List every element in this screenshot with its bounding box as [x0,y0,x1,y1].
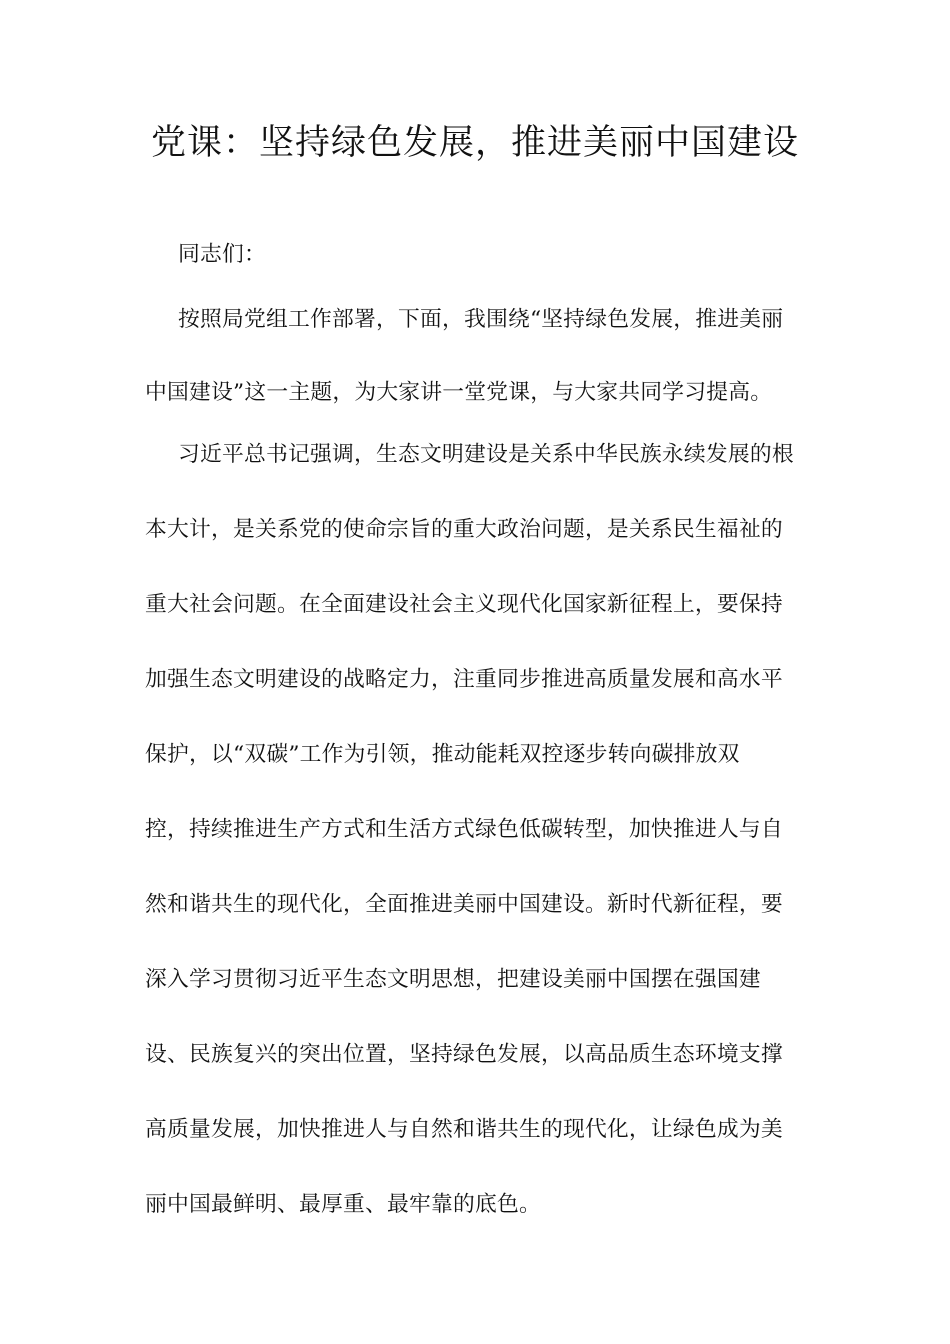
paragraph-line: 本大计，是关系党的使命宗旨的重大政治问题，是关系民生福祉的 [145,517,783,542]
paragraph-line: 习近平总书记强调，生态文明建设是关系中华民族永续发展的根 [178,442,794,467]
paragraph-line: 控，持续推进生产方式和生活方式绿色低碳转型，加快推进人与自 [145,817,783,842]
paragraph-line: 按照局党组工作部署，下面，我围绕“坚持绿色发展，推进美丽 [178,307,784,332]
document-title: 党课：坚持绿色发展，推进美丽中国建设 [150,123,799,163]
paragraph-line: 设、民族复兴的突出位置，坚持绿色发展，以高品质生态环境支撑 [145,1042,783,1067]
paragraph-line: 保护，以“双碳”工作为引领，推动能耗双控逐步转向碳排放双 [145,742,740,767]
paragraph-line: 重大社会问题。在全面建设社会主义现代化国家新征程上，要保持 [145,592,783,617]
salutation: 同志们： [178,242,266,267]
paragraph-line: 深入学习贯彻习近平生态文明思想，把建设美丽中国摆在强国建 [145,967,761,992]
paragraph-line: 加强生态文明建设的战略定力，注重同步推进高质量发展和高水平 [145,667,783,692]
paragraph-line: 高质量发展，加快推进人与自然和谐共生的现代化，让绿色成为美 [145,1117,783,1142]
paragraph-line: 丽中国最鲜明、最厚重、最牢靠的底色。 [145,1192,541,1217]
paragraph-line: 然和谐共生的现代化，全面推进美丽中国建设。新时代新征程，要 [145,892,783,917]
paragraph-line: 中国建设”这一主题，为大家讲一堂党课，与大家共同学习提高。 [145,380,773,405]
